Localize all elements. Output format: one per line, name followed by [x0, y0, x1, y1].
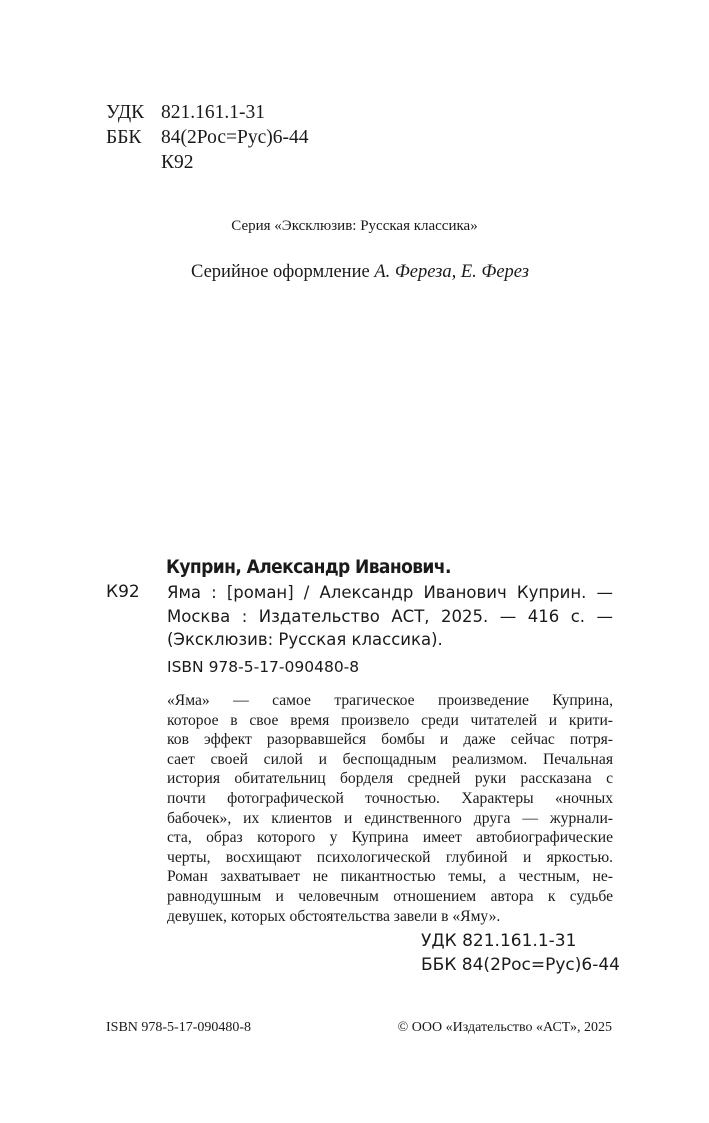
annotation-line: бабочек», их клиентов и единственного друга — журнали-: [167, 809, 613, 827]
author-mark-top: К92: [161, 152, 194, 173]
udk-value: 821.161.1-31: [161, 102, 265, 123]
annotation-line: ста, образ которого у Куприна имеет автобиографические: [167, 829, 613, 847]
record-line: Москва : Издательство АСТ, 2025. — 416 с. —: [167, 606, 613, 626]
record-bbk: ББК 84(2Рос=Рус)6-44: [421, 955, 620, 975]
bbk-value: 84(2Рос=Рус)6-44: [161, 127, 309, 148]
record-isbn: ISBN 978-5-17-090480-8: [167, 658, 360, 676]
footer-isbn: ISBN 978-5-17-090480-8: [106, 1020, 252, 1035]
design-designers: А. Фереза, Е. Ферез: [374, 262, 529, 282]
series-line: Серия «Эксклюзив: Русская классика»: [231, 218, 478, 234]
bbk-label: ББК: [106, 127, 142, 148]
design-credit: [0, 262, 709, 283]
annotation-line: сает своей силой и беспощадным реализмом. Печальная: [167, 750, 613, 768]
record-description: [167, 581, 613, 652]
annotation-line: равнодушным и человечным отношением автора к судьбе: [167, 887, 613, 905]
record-line: (Эксклюзив: Русская классика).: [167, 630, 443, 649]
annotation: [167, 691, 613, 926]
annotation-line: которое в свое время произвело среди читателей и крити-: [167, 711, 613, 729]
annotation-line: история обитательниц борделя средней руки рассказана с: [167, 770, 613, 788]
annotation-line: девушек, которых обстоятельства завели в «Яму».: [167, 907, 501, 925]
annotation-line: «Яма» — самое трагическое произведение Куприна,: [167, 692, 613, 709]
record-udk: УДК 821.161.1-31: [421, 931, 577, 951]
annotation-line: черты, восхищают психологической глубиной и яркостью.: [167, 848, 613, 866]
record-author: Куприн, Александр Иванович.: [166, 556, 451, 578]
record-line: Яма : [роман] / Александр Иванович Куприн. —: [167, 583, 613, 602]
annotation-line: почти фотографической точностью. Характеры «ночных: [167, 789, 613, 807]
record-author-mark: К92: [106, 582, 140, 602]
annotation-line: Роман захватывает не пикантностью темы, а честным, не-: [167, 868, 613, 886]
footer-copyright: © ООО «Издательство «АСТ», 2025: [397, 1020, 612, 1035]
annotation-line: ков эффект разорвавшейся бомбы и даже сейчас потря-: [167, 731, 613, 749]
design-prefix: Серийное оформление: [191, 262, 370, 282]
udk-label: УДК: [106, 102, 145, 123]
